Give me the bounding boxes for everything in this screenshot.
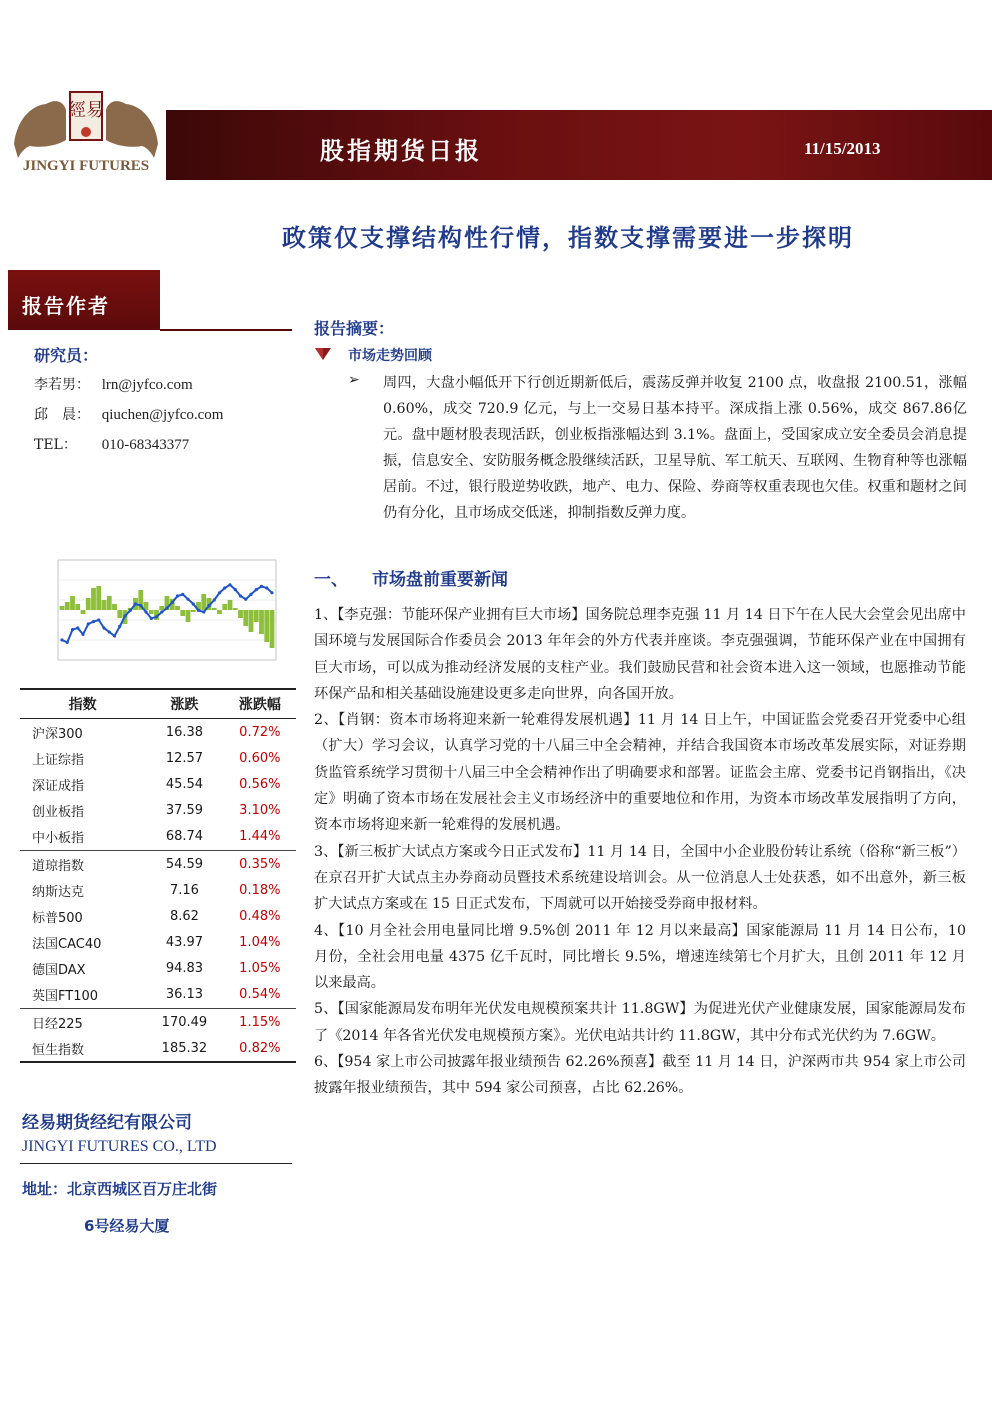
change-pct-cell: 0.48% [239, 908, 281, 924]
chart-point [134, 602, 137, 605]
change-pct-cell: 1.44% [239, 829, 281, 845]
chart-point [60, 638, 63, 641]
chart-point [102, 626, 105, 629]
index-name-cell: 标普500 [32, 910, 83, 926]
chart-bar [249, 610, 254, 632]
table-row [20, 982, 296, 1009]
chart-bar [201, 594, 206, 610]
change-pct-cell: 1.15% [224, 1009, 296, 1036]
chart-bar [270, 610, 275, 648]
news-item: 5、【国家能源局发布明年光伏发电规模预案共计 11.8GW】为促进光伏产业健康发展，国家能源局发布了《2014 年各省光伏发电规模预方案》。光伏电站共计约 11.8GW，其中分布式光伏约为 7.6GW。 [314, 1001, 966, 1044]
table-row [20, 850, 296, 877]
researcher-label: 研究员： [34, 346, 99, 365]
change-pct-cell: 1.04% [239, 935, 281, 951]
company-address-line2: 6号经易大厦 [84, 1217, 170, 1235]
chart-point [171, 601, 174, 604]
chart-point [108, 630, 111, 633]
arrow-bullet-icon [314, 346, 332, 362]
change-cell: 16.38 [165, 724, 204, 740]
change-cell: 170.49 [145, 1009, 223, 1036]
chart-point [81, 633, 84, 636]
report-title: 股指期货日报 [320, 137, 482, 165]
table-row [20, 1035, 296, 1062]
chart-point [118, 625, 121, 628]
chart-point [218, 591, 221, 594]
contact-row [34, 374, 193, 394]
change-pct-cell: 0.56% [239, 776, 281, 792]
section-label-market-review: 市场走势回顾 [348, 348, 432, 364]
index-name-cell: 英国FT100 [32, 989, 99, 1005]
change-pct-cell: 1.05% [239, 961, 281, 977]
chart-bar [102, 600, 107, 610]
table-row [20, 930, 296, 956]
col-header: 指数 [20, 689, 145, 719]
chart-bar [243, 610, 248, 626]
chart-bar [180, 610, 185, 616]
index-name-cell: 法国CAC40 [32, 937, 102, 953]
chart-point [239, 594, 242, 597]
chart-bar [70, 596, 75, 610]
col-header: 涨跌幅 [224, 689, 296, 719]
company-divider [20, 1163, 292, 1164]
chart-point [144, 610, 147, 613]
chart-point [76, 626, 79, 629]
table-header-row [20, 689, 296, 719]
index-name-cell: 恒生指数 [20, 1035, 145, 1062]
chart-bars [60, 586, 275, 648]
chart-bar [117, 610, 122, 618]
summary-text: 周四，大盘小幅低开下行创近期新低后，震荡反弹并收复 2100 点，收盘报 2100.51，涨幅 0.60%，成交 720.9 亿元，与上一交易日基本持平。深成指上涨 0.56%，成交 867.86亿元。盘中题材股表现活跃，创业板指涨幅达到 3.1%。盘面上，受国家成立安全委员会消息提振，信息安全、安防服务概念股继续活跃，卫星导航、军工航天、互联网、生物育种等也涨幅居前。不过，银行股逆势收跌，地产、电力、保险、券商等权重表现也欠佳。权重和题材之间仍有分化，且市场成交低迷，抑制指数反弹力度。 [383, 375, 967, 521]
index-name-cell: 德国DAX [32, 963, 86, 979]
change-cell: 185.32 [145, 1035, 223, 1062]
chart-bar [159, 606, 164, 610]
chart-point [197, 609, 200, 612]
change-cell: 94.83 [165, 961, 204, 977]
table-row [20, 824, 296, 851]
contact-value: 010-68343377 [101, 437, 190, 453]
chart-bar [228, 600, 233, 610]
change-pct-cell: 0.82% [224, 1035, 296, 1062]
index-name-cell: 纳斯达克 [32, 884, 85, 900]
chart-point [92, 620, 95, 623]
news-item: 4、【10 月全社会用电量同比增 9.5%创 2011 年 12 月以来最高】国家能源局 11 月 14 日公布，10 月份，全社会用电量 4375 亿千瓦时，同比增长 9.5%，增速连续第七个月扩大，且创 2011 年 12 月以来最高。 [314, 922, 966, 992]
news-item: 1、【李克强：节能环保产业拥有巨大市场】国务院总理李克强 11 月 14 日下午在人民大会堂会见出席中国环境与发展国际合作委员会 2013 年年会的外方代表并座谈。李克强强调，节能环保产业在中国拥有巨大市场，可以成为推动经济发展的支柱产业。我们鼓励民营和社会资本进入这一领域，也愿推动节能环保产品和相关基础设施建设更多走向世界，向各国开放。 [314, 607, 966, 702]
headline: 政策仅支撑结构性行情，指数支撑需要进一步探明 [282, 224, 854, 252]
author-box-title: 报告作者 [22, 294, 110, 318]
logo-text: JINGYI FUTURES [22, 158, 150, 174]
chart-point [192, 602, 195, 605]
chart-point [255, 588, 258, 591]
chart-bar [96, 586, 101, 610]
chart-point [160, 610, 163, 613]
chart-bar [65, 602, 70, 610]
chart-point [270, 591, 273, 594]
index-table [20, 688, 296, 1063]
contact-value[interactable]: lrn@jyfco.com [101, 377, 193, 393]
chart-point [186, 598, 189, 601]
table-row [20, 745, 296, 771]
index-name-cell: 日经225 [20, 1009, 145, 1036]
section-title: 市场盘前重要新闻 [372, 570, 508, 590]
chart-point [176, 594, 179, 597]
section-number: 一、 [314, 570, 348, 590]
table-row [20, 903, 296, 929]
chart-bar [86, 598, 91, 610]
contact-name: TEL： [34, 437, 77, 453]
col-header: 涨跌 [145, 689, 223, 719]
change-cell: 36.13 [165, 987, 204, 1003]
chart-point [155, 615, 158, 618]
chart-point [244, 598, 247, 601]
change-cell: 54.59 [145, 850, 223, 877]
index-name-cell: 创业板指 [32, 805, 85, 821]
company-name-en: JINGYI FUTURES CO., LTD [22, 1138, 217, 1155]
table-row [20, 798, 296, 824]
chart-bar [238, 610, 243, 618]
company-name-cn: 经易期货经纪有限公司 [22, 1113, 192, 1133]
chart-bar [60, 606, 65, 610]
change-cell: 12.57 [165, 750, 204, 766]
chart-bar [217, 610, 222, 614]
chart-point [249, 593, 252, 596]
chart-bar [149, 610, 154, 614]
change-cell: 43.97 [165, 935, 204, 951]
news-item: 3、【新三板扩大试点方案或今日正式发布】11 月 14 日，全国中小企业股份转让系统（俗称“新三板”）在京召开扩大试点主办券商动员暨技术系统建设培训会。从一位消息人士处获悉，如不出意外，新三板扩大试点方案或在 15 日正式发布，下周就可以开始接受券商申报材料。 [314, 843, 966, 913]
change-pct-cell: 0.54% [239, 987, 281, 1003]
contact-row [34, 404, 223, 424]
chart-bar [175, 606, 180, 610]
index-name-cell: 道琼指数 [20, 850, 145, 877]
chart-point [97, 618, 100, 621]
change-cell: 8.62 [169, 908, 199, 924]
table-row [20, 956, 296, 982]
company-address-line1: 地址：北京西城区百万庄北街 [22, 1180, 218, 1198]
chart-bar [222, 604, 227, 610]
chart-bar [112, 604, 117, 610]
chart-bar [186, 610, 191, 622]
contact-name: 邱 晨： [34, 407, 90, 423]
change-pct-cell: 0.60% [239, 750, 281, 766]
contact-name: 李若男： [34, 377, 90, 393]
chart-point [165, 606, 168, 609]
index-name-cell: 深证成指 [32, 778, 85, 794]
summary-label: 报告摘要： [314, 319, 395, 338]
chart-bar [107, 596, 112, 610]
chart-point [181, 593, 184, 596]
news-item: 6、【954 家上市公司披露年报业绩预告 62.26%预喜】截至 11 月 14 日，沪深两市共 954 家上市公司披露年报业绩预告，其中 594 家公司预喜，占比 62.26%。 [314, 1054, 966, 1097]
contact-value[interactable]: qiuchen@jyfco.com [101, 407, 224, 423]
change-pct-cell: 0.35% [224, 850, 296, 877]
chart-point [260, 585, 263, 588]
chart-point [71, 628, 74, 631]
table-row [20, 877, 296, 903]
report-date: 11/15/2013 [804, 139, 881, 158]
chart-point [265, 586, 268, 589]
chart-point [228, 583, 231, 586]
bull-bear-logo-icon [6, 84, 166, 176]
chart-point [113, 634, 116, 637]
chart-point [234, 588, 237, 591]
chart-point [207, 604, 210, 607]
change-pct-cell: 0.72% [239, 724, 281, 740]
chart-point [223, 586, 226, 589]
logo-mark: 經易 [68, 100, 104, 121]
index-name-cell: 沪深300 [32, 726, 83, 742]
chart-point [139, 604, 142, 607]
change-cell: 37.59 [165, 803, 204, 819]
chart-bar [259, 610, 264, 634]
company-logo [6, 84, 166, 176]
chart-point [123, 614, 126, 617]
index-name-cell: 中小板指 [32, 831, 85, 847]
chart-point [213, 598, 216, 601]
index-name-cell: 上证综指 [32, 752, 85, 768]
table-row [20, 719, 296, 746]
change-cell: 45.54 [165, 776, 204, 792]
chart-bar [254, 610, 259, 622]
change-pct-cell: 3.10% [239, 803, 281, 819]
news-list [314, 602, 966, 1102]
chart-bar [81, 610, 86, 614]
change-cell: 68.74 [165, 829, 204, 845]
news-item: 2、【肖钢：资本市场将迎来新一轮难得发展机遇】11 月 14 日上午，中国证监会党委召开党委中心组（扩大）学习会议，认真学习党的十八届三中全会精神，并结合我国资本市场改革发展实际，对证券期货监管系统学习贯彻十八届三中全会精神作出了明确要求和部署。证监会主席、党委书记肖钢指出，《决定》明确了资本市场在发展社会主义市场经济中的重要地位和作用，为资本市场改革发展指明了方向，资本市场将迎来新一轮难得的发展机遇。 [314, 712, 966, 834]
index-trend-chart [52, 556, 282, 666]
change-pct-cell: 0.18% [239, 882, 281, 898]
chart-point [150, 617, 153, 620]
chart-point [87, 622, 90, 625]
chart-point [66, 641, 69, 644]
chart-bar [91, 588, 96, 610]
chart-bar [75, 604, 80, 610]
table-row [20, 771, 296, 797]
author-divider [160, 329, 292, 331]
contact-row [34, 434, 189, 454]
chart-bar [233, 608, 238, 610]
chart-bar [264, 610, 269, 642]
chart-point [129, 609, 132, 612]
chart-bar [212, 608, 217, 610]
chart-bar [191, 610, 196, 612]
chart-point [202, 610, 205, 613]
table-row [20, 1009, 296, 1036]
change-cell: 7.16 [169, 882, 199, 898]
bullet-arrow-icon: ➢ [348, 372, 360, 388]
